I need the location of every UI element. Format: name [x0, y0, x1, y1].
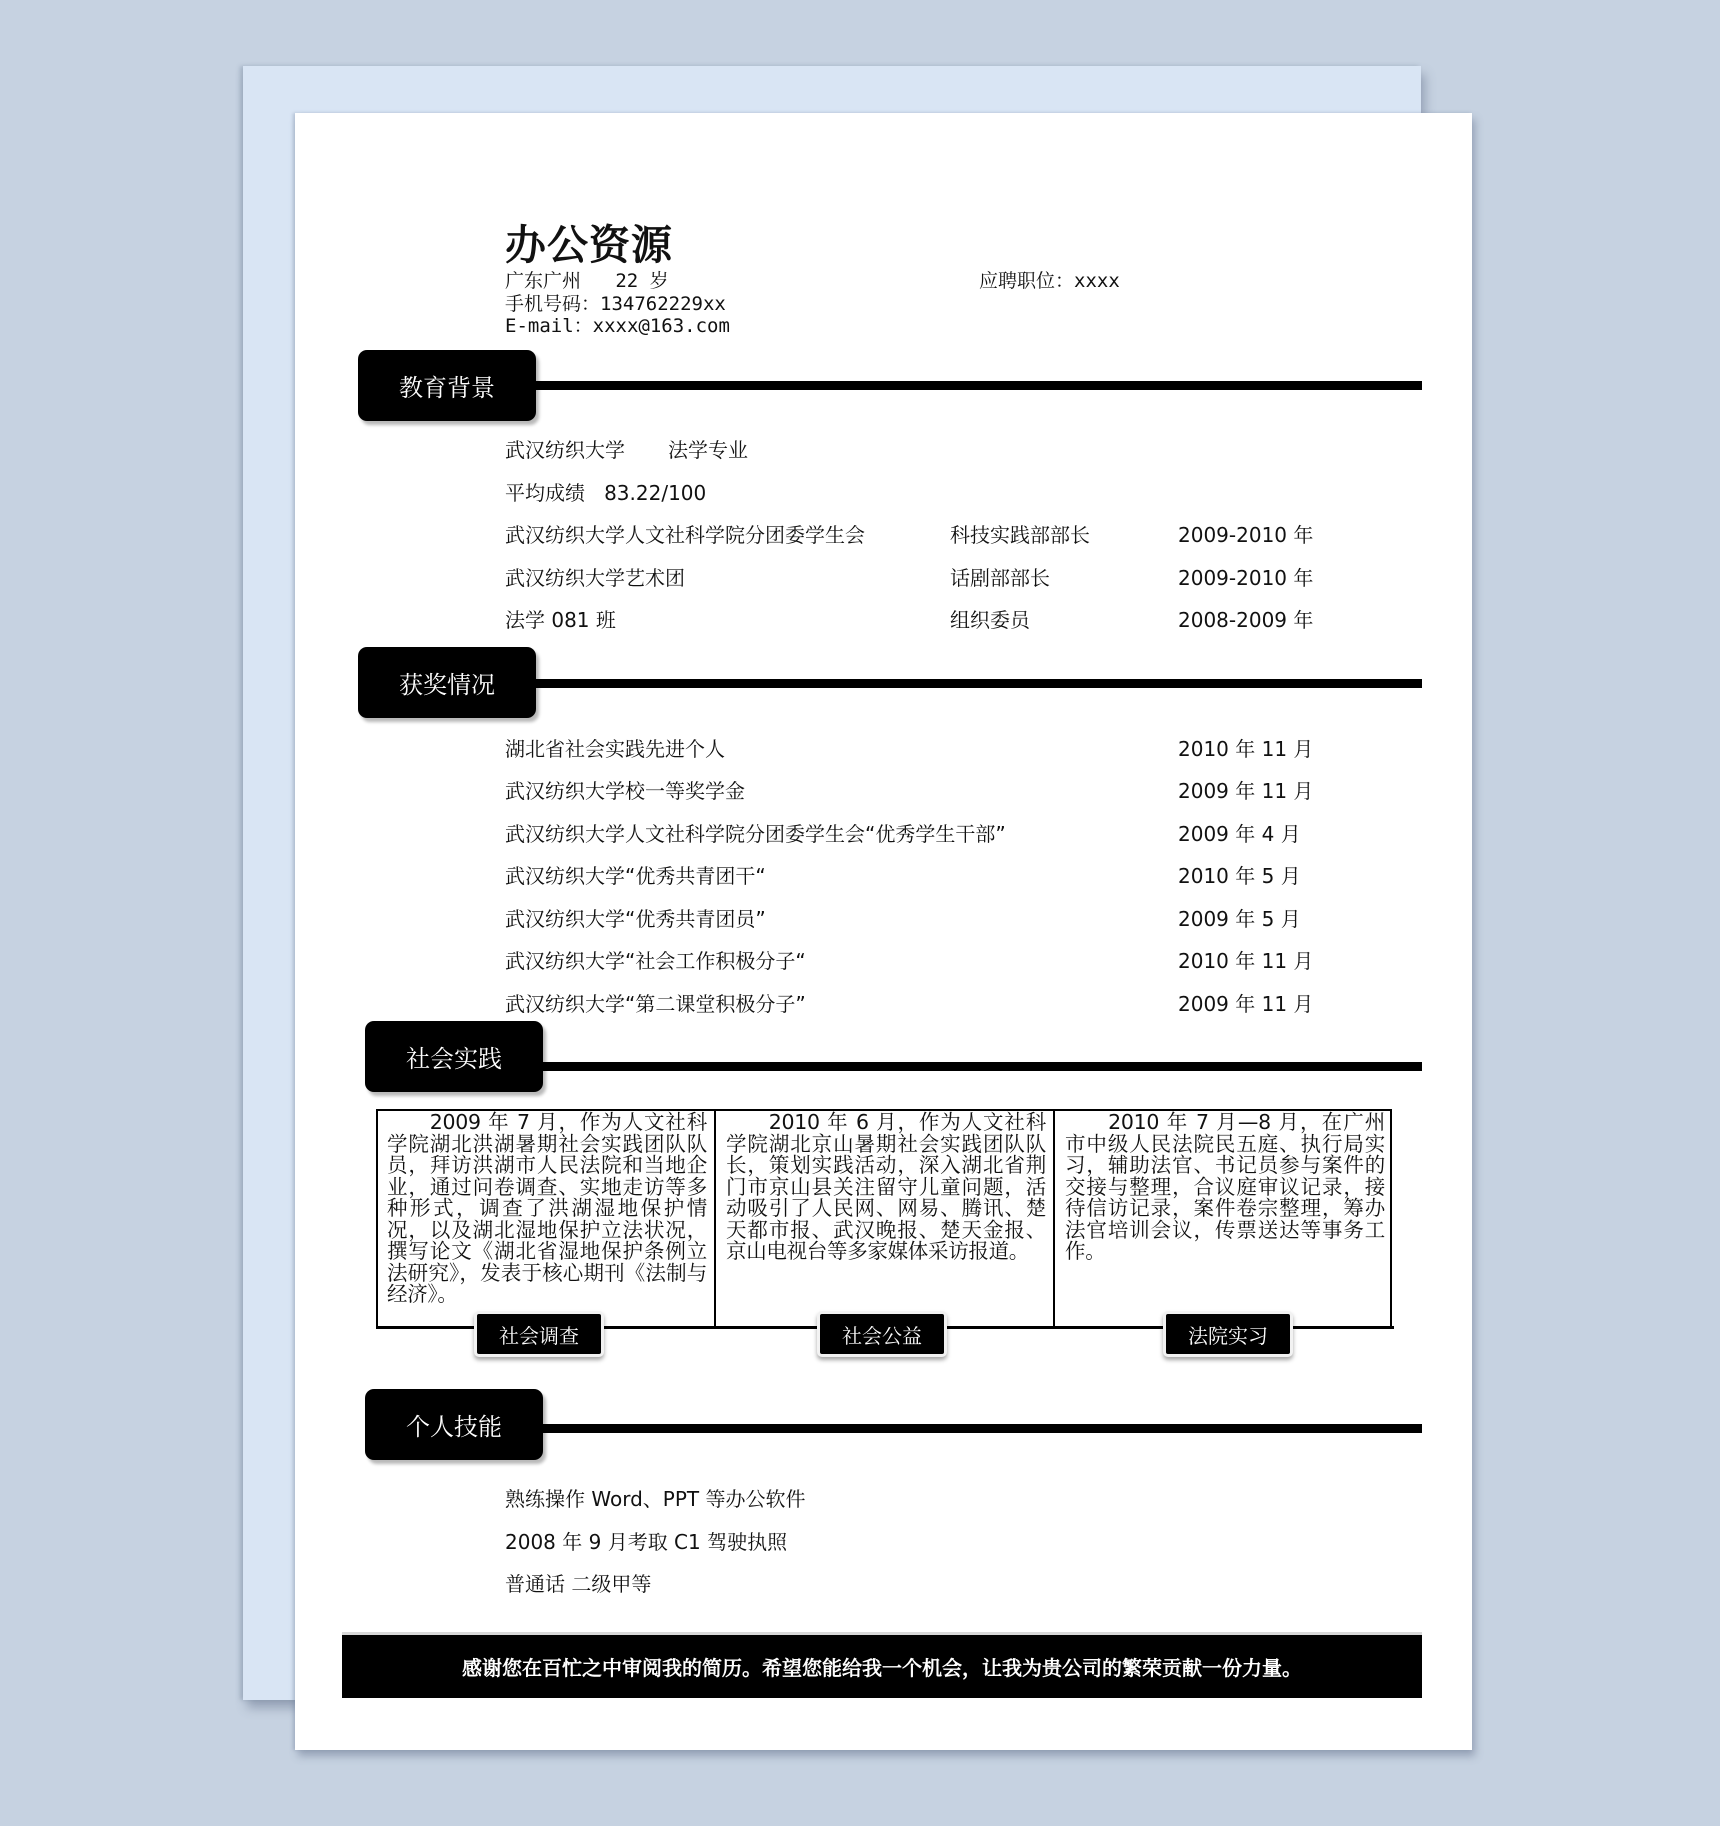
major: 法学专业 [668, 438, 748, 462]
award-name: 武汉纺织大学“优秀共青团干“ [505, 864, 766, 888]
award-date: 2010 年 5 月 [1178, 864, 1301, 888]
section-tab-skills: 个人技能 [365, 1389, 543, 1460]
practice-description-survey: 2009 年 7 月，作为人文社科学院湖北洪湖暑期社会实践团队队员，拜访洪湖市人民法院和当地企业，通过问卷调查、实地走访等多种形式，调查了洪湖湿地保护情况，以及湖北湿地保护立法状况，撰写论文《湖北省湿地保护条例立法研究》，发表于核心期刊《法制与经济》。 [387, 1110, 707, 1306]
section-rule-practice [543, 1062, 1422, 1071]
email-value: xxxx@163.com [592, 315, 730, 337]
practice-description-court: 2010 年 7 月—8 月，在广州市中级人民法院民五庭、执行局实习，辅助法官、书记员参与案件的交接与整理，合议庭审议记录，接待信访记录，案件卷宗整理，筹办法官培训会议，传票送达等事务工作。 [1065, 1110, 1385, 1263]
gpa-value: 83.22/100 [604, 481, 707, 505]
award-row [505, 818, 1301, 847]
award-name: 武汉纺织大学“第二课堂积极分子” [505, 992, 806, 1016]
skill-item: 熟练操作 Word、PPT 等办公软件 [505, 1487, 806, 1511]
award-date: 2009 年 11 月 [1178, 992, 1314, 1016]
position-line [979, 270, 1120, 292]
role-title: 组织委员 [950, 608, 1030, 632]
award-name: 武汉纺织大学“优秀共青团员” [505, 907, 766, 931]
candidate-name: 办公资源 [505, 221, 673, 269]
closing-message-bar [342, 1632, 1422, 1698]
award-row [505, 860, 1301, 889]
email-line [505, 315, 730, 337]
award-date: 2009 年 11 月 [1178, 779, 1314, 803]
position-label: 应聘职位： [979, 270, 1075, 292]
award-row [505, 775, 1314, 804]
practice-divider [1053, 1109, 1055, 1327]
award-row [505, 988, 1314, 1017]
role-period: 2009-2010 年 [1178, 566, 1314, 590]
position-value: xxxx [1074, 270, 1120, 292]
award-row [505, 945, 1314, 974]
practice-tag-charity: 社会公益 [817, 1311, 947, 1357]
section-rule-education [536, 381, 1422, 390]
education-role-row [505, 604, 1314, 633]
skill-item: 2008 年 9 月考取 C1 驾驶执照 [505, 1530, 788, 1554]
role-org: 武汉纺织大学艺术团 [505, 566, 685, 590]
phone-line [505, 293, 726, 315]
gpa-label: 平均成绩 [505, 481, 585, 505]
role-org: 武汉纺织大学人文社科学院分团委学生会 [505, 523, 865, 547]
role-period: 2009-2010 年 [1178, 523, 1314, 547]
section-rule-awards [536, 679, 1422, 688]
phone-value: 134762229xx [600, 293, 726, 315]
practice-description-charity: 2010 年 6 月，作为人文社科学院湖北京山暑期社会实践团队队长，策划实践活动，深入湖北省荆门市京山县关注留守儿童问题，活动吸引了人民网、网易、腾讯、楚天都市报、武汉晚报、楚天金报、京山电视台等多家媒体采访报道。 [726, 1110, 1046, 1263]
role-title: 科技实践部部长 [950, 523, 1090, 547]
education-gpa-row [505, 477, 706, 506]
section-tab-awards: 获奖情况 [358, 647, 536, 718]
age: 22 岁 [615, 270, 669, 292]
award-row [505, 733, 1314, 762]
section-rule-skills [543, 1424, 1422, 1433]
skill-item: 普通话 二级甲等 [505, 1572, 652, 1596]
closing-message: 感谢您在百忙之中审阅我的简历。希望您能给我一个机会，让我为贵公司的繁荣贡献一份力量。 [462, 1656, 1302, 1680]
role-period: 2008-2009 年 [1178, 608, 1314, 632]
location: 广东广州 [505, 270, 582, 292]
email-label: E-mail： [505, 315, 593, 337]
award-row [505, 903, 1301, 932]
education-role-row [505, 519, 1314, 548]
school-name: 武汉纺织大学 [505, 438, 625, 462]
practice-tag-survey: 社会调查 [474, 1311, 604, 1357]
practice-divider [714, 1109, 716, 1327]
section-tab-practice: 社会实践 [365, 1021, 543, 1092]
award-date: 2010 年 11 月 [1178, 737, 1314, 761]
award-date: 2010 年 11 月 [1178, 949, 1314, 973]
location-age-line [505, 270, 669, 292]
education-school-row [505, 434, 748, 463]
award-name: 湖北省社会实践先进个人 [505, 737, 725, 761]
award-name: 武汉纺织大学人文社科学院分团委学生会“优秀学生干部” [505, 822, 1006, 846]
phone-label: 手机号码： [505, 293, 601, 315]
award-name: 武汉纺织大学校一等奖学金 [505, 779, 745, 803]
award-name: 武汉纺织大学“社会工作积极分子“ [505, 949, 806, 973]
award-date: 2009 年 5 月 [1178, 907, 1301, 931]
practice-tag-court: 法院实习 [1163, 1311, 1293, 1357]
award-date: 2009 年 4 月 [1178, 822, 1301, 846]
role-org: 法学 081 班 [505, 608, 616, 632]
section-tab-education: 教育背景 [358, 350, 536, 421]
role-title: 话剧部部长 [950, 566, 1050, 590]
education-role-row [505, 562, 1314, 591]
